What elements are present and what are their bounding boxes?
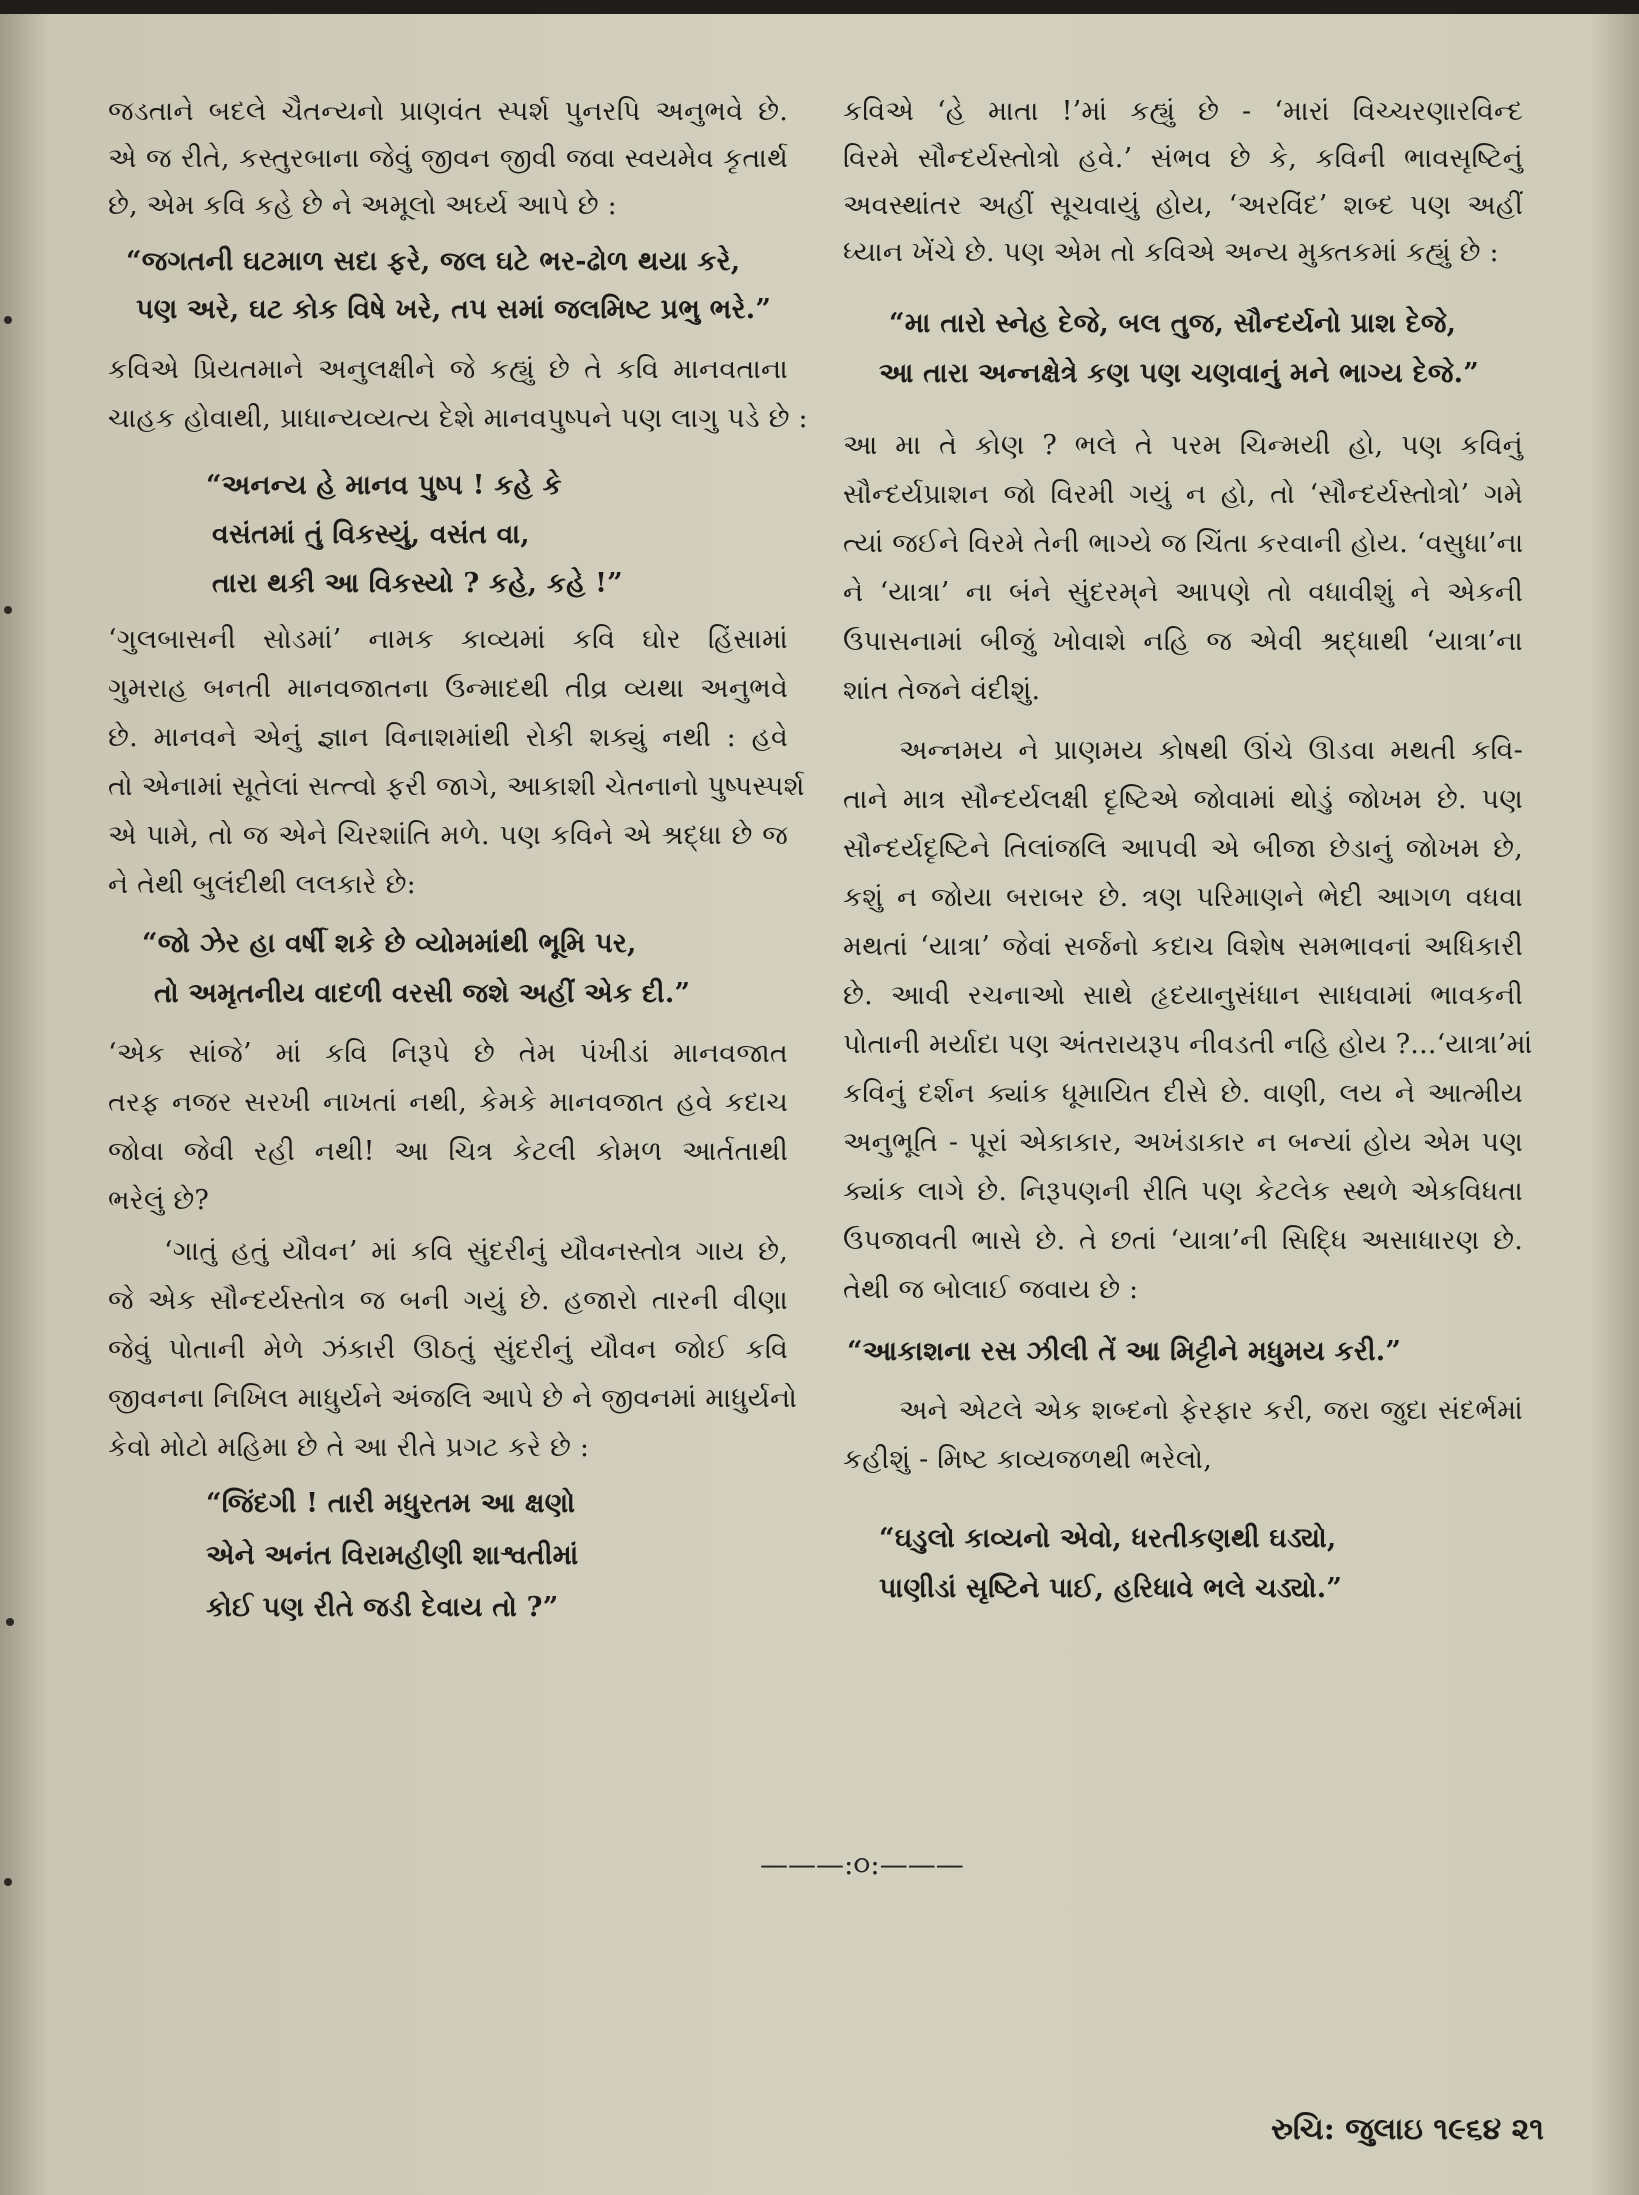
- body-line: જડતાને બદલે ચૈતન્યનો પ્રાણવંત સ્પર્શ પુનરપિ અનુભવે છે.: [108, 96, 788, 127]
- body-line: ઉપાસનામાં બીજું ખોવાશે નહિ જ એવી શ્રદ્ધાથી ‘યાત્રા’ના: [843, 626, 1523, 657]
- edge-mark: [4, 1878, 12, 1886]
- body-line: કવિએ ‘હે માતા !’માં કહ્યું છે - ‘મારાં વિચ્ચરણારવિન્દ: [843, 96, 1523, 127]
- body-line: તરફ નજર સરખી નાખતાં નથી, કેમકે માનવજાત હવે કદાચ: [108, 1087, 788, 1118]
- body-line: મથતાં ‘યાત્રા’ જેવાં સર્જનો કદાચ વિશેષ સમભાવનાં અધિકારી: [843, 931, 1523, 962]
- body-line: ઉપજાવતી ભાસે છે. તે છતાં ‘યાત્રા’ની સિદ્ધિ અસાધારણ છે.: [843, 1225, 1523, 1256]
- verse-line: “જગતની ઘટમાળ સદા ફરે, જલ ઘટે ભર-ઢોળ થયા કરે,: [126, 246, 741, 277]
- verse-line: પાણીડાં સૃષ્ટિને પાઈ, હરિધાવે ભલે ચડ્યો.”: [879, 1573, 1343, 1604]
- verse-line: પણ અરે, ઘટ કોક વિષે ખરે, તપ સમાં જલમિષ્ટ પ્રભુ ભરે.”: [136, 294, 772, 325]
- body-line: સૌન્દર્યપ્રાશન જો વિરમી ગયું ન હો, તો ‘સૌન્દર્યસ્તોત્રો’ ગમે: [843, 479, 1523, 510]
- verse-line: વસંતમાં તું વિકસ્યું, વસંત વા,: [212, 519, 530, 550]
- body-line: એ જ રીતે, કસ્તુરબાના જેવું જીવન જીવી જવા સ્વયમેવ કૃતાર્થ: [108, 143, 788, 174]
- top-edge-band: [0, 0, 1639, 14]
- body-line: છે. આવી રચનાઓ સાથે હૃદયાનુસંધાન સાધવામાં ભાવકની: [843, 980, 1523, 1011]
- body-line: છે. માનવને એનું જ્ઞાન વિનાશમાંથી રોકી શક્યું નથી : હવે: [108, 722, 788, 753]
- verse-line: તારા થકી આ વિકસ્યો ? કહે, કહે !”: [212, 568, 623, 599]
- body-line: ‘એક સાંજે’ માં કવિ નિરૂપે છે તેમ પંખીડાં માનવજાત: [108, 1038, 788, 1069]
- section-divider: ———:૦:———: [760, 1848, 964, 1881]
- body-line: ને ‘યાત્રા’ ના બંને સુંદરમ્‌ને આપણે તો વધાવીશું ને એકની: [843, 577, 1523, 608]
- verse-line: “ઘડુલો કાવ્યનો એવો, ધરતીકણથી ઘડ્યો,: [879, 1523, 1337, 1554]
- verse-line: આ તારા અન્નક્ષેત્રે કણ પણ ચણવાનું મને ભાગ્ય દેજે.”: [879, 358, 1479, 389]
- verse-line: “મા તારો સ્નેહ દેજે, બલ તુજ, સૌન્દર્યનો પ્રાશ દેજે,: [889, 308, 1457, 339]
- body-line: તાને માત્ર સૌન્દર્યલક્ષી દૃષ્ટિએ જોવામાં થોડું જોખમ છે. પણ: [843, 784, 1523, 815]
- body-line: કહીશું - મિષ્ટ કાવ્યજળથી ભરેલો,: [843, 1444, 1213, 1475]
- body-line: એ પામે, તો જ એને ચિરશાંતિ મળે. પણ કવિને એ શ્રદ્ધા છે જ: [108, 820, 788, 851]
- body-line: જીવનના નિખિલ માધુર્યને અંજલિ આપે છે ને જીવનમાં માધુર્યનો: [108, 1383, 798, 1414]
- body-line: તો એનામાં સૂતેલાં સત્ત્વો ફરી જાગે, આકાશી ચેતનાનો પુષ્પસ્પર્શ: [108, 771, 805, 802]
- body-line: કશું ન જોયા બરાબર છે. ત્રણ પરિમાણને ભેદી આગળ વધવા: [843, 882, 1523, 913]
- body-line: જોવા જેવી રહી નથી! આ ચિત્ર કેટલી કોમળ આર્તતાથી: [108, 1136, 788, 1167]
- body-line: છે, એમ કવિ કહે છે ને અમૂલો અર્ઘ્ય આપે છે :: [108, 190, 617, 221]
- verse-line: તો અમૃતનીય વાદળી વરસી જશે અહીં એક દી.”: [154, 978, 691, 1009]
- edge-mark: [4, 606, 12, 614]
- body-line: ધ્યાન ખેંચે છે. પણ એમ તો કવિએ અન્ય મુક્તકમાં કહ્યું છે :: [843, 237, 1499, 268]
- body-line: અને એટલે એક શબ્દનો ફેરફાર કરી, જરા જુદા સંદર્ભમાં: [899, 1395, 1523, 1426]
- body-line: ગુમરાહ બનતી માનવજાતના ઉન્માદથી તીવ્ર વ્યથા અનુભવે: [108, 673, 788, 704]
- body-line: જે એક સૌન્દર્યસ્તોત્ર જ બની ગયું છે. હજારો તારની વીણા: [108, 1285, 788, 1316]
- body-line: ને તેથી બુલંદીથી લલકારે છે:: [108, 869, 416, 900]
- body-line: શાંત તેજને વંદીશું.: [843, 675, 1041, 706]
- verse-line: “જો ઝેર હા વર્ષી શકે છે વ્યોમમાંથી ભૂમિ પર,: [142, 928, 637, 959]
- body-line: અવસ્થાંતર અહીં સૂચવાયું હોય, ‘અરવિંદ’ શબ્દ પણ અહીં: [843, 190, 1523, 221]
- body-line: તેથી જ બોલાઈ જવાય છે :: [843, 1274, 1139, 1305]
- body-line: કવિનું દર્શન ક્યાંક ધૂમાયિત દીસે છે. વાણી, લય ને આત્મીય: [843, 1078, 1523, 1109]
- edge-mark: [4, 316, 12, 324]
- body-line: આ મા તે કોણ ? ભલે તે પરમ ચિન્મયી હો, પણ કવિનું: [843, 430, 1523, 461]
- body-line: ચાહક હોવાથી, પ્રાધાન્યવ્યત્ય દેશે માનવપુષ્પને પણ લાગુ પડે છે :: [108, 403, 808, 434]
- verse-line: “જિંદગી ! તારી મધુરતમ આ ક્ષણો: [206, 1488, 576, 1519]
- body-line: સૌન્દર્યદૃષ્ટિને તિલાંજલિ આપવી એ બીજા છેડાનું જોખમ છે,: [843, 833, 1523, 864]
- body-line: ‘ગુલબાસની સોડમાં’ નામક કાવ્યમાં કવિ ઘોર હિંસામાં: [108, 624, 788, 655]
- edge-mark: [6, 1618, 14, 1626]
- body-line: અનુભૂતિ - પૂરાં એકાકાર, અખંડાકાર ન બન્યાં હોય એમ પણ: [843, 1127, 1523, 1158]
- body-line: કેવો મોટો મહિમા છે તે આ રીતે પ્રગટ કરે છે :: [108, 1432, 590, 1463]
- body-line: કવિએ પ્રિયતમાને અનુલક્ષીને જે કહ્યું છે તે કવિ માનવતાના: [108, 354, 788, 385]
- verse-line: “આકાશના રસ ઝીલી તેં આ મિટ્ટીને મધુમય કરી.”: [847, 1336, 1402, 1367]
- verse-line: “અનન્ય હે માનવ પુષ્પ ! કહે કે: [206, 470, 562, 501]
- verse-line: કોઈ પણ રીતે જડી દેવાય તો ?”: [206, 1592, 559, 1623]
- page-footer: રુચિ: જુલાઇ ૧૯૬૪ ૨૧: [1270, 2112, 1544, 2147]
- body-line: ક્યાંક લાગે છે. નિરૂપણની રીતિ પણ કેટલેક સ્થળે એકવિધતા: [843, 1176, 1523, 1207]
- body-line: વિરમે સૌન્દર્યસ્તોત્રો હવે.’ સંભવ છે કે, કવિની ભાવસૃષ્ટિનું: [843, 143, 1523, 174]
- body-line: ભરેલું છે?: [108, 1185, 210, 1216]
- verse-line: એને અનંત વિરામહીણી શાશ્વતીમાં: [206, 1540, 579, 1571]
- body-line: પોતાની મર્યાદા પણ અંતરાયરૂપ નીવડતી નહિ હોય ?...‘યાત્રા’માં: [843, 1029, 1533, 1060]
- body-line: જેવું પોતાની મેળે ઝંકારી ઊઠતું સુંદરીનું યૌવન જોઈ કવિ: [108, 1334, 788, 1365]
- body-line: અન્નમય ને પ્રાણમય કોષથી ઊંચે ઊડવા મથતી કવિ-: [899, 735, 1523, 766]
- body-line: ત્યાં જઈને વિરમે તેની ભાગ્યે જ ચિંતા કરવાની હોય. ‘વસુધા’ના: [843, 528, 1524, 559]
- body-line: ‘ગાતું હતું યૌવન’ માં કવિ સુંદરીનું યૌવનસ્તોત્ર ગાય છે,: [164, 1236, 788, 1267]
